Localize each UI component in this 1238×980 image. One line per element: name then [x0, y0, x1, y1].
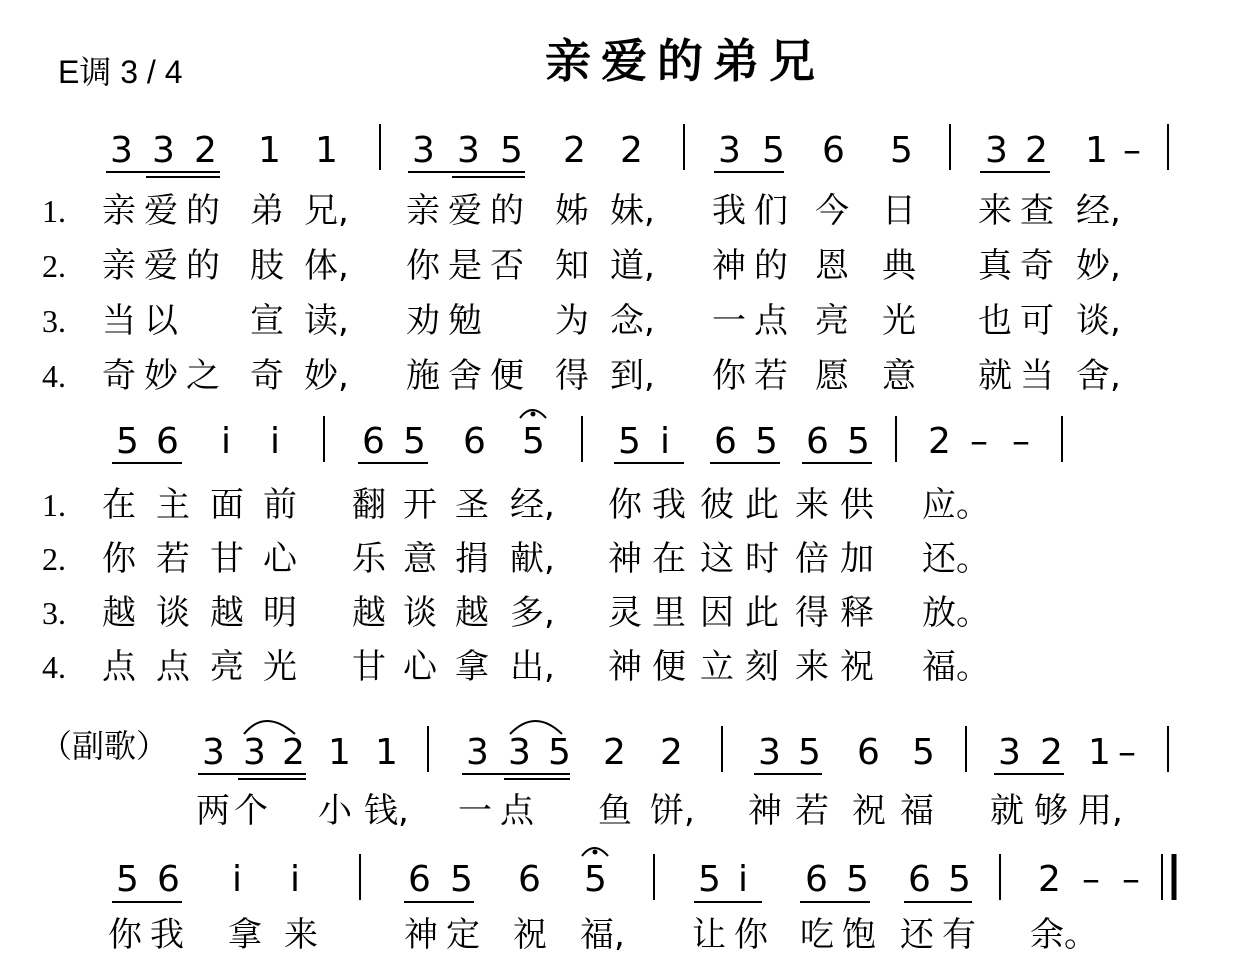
lyric: 此	[745, 485, 779, 525]
note: 3	[998, 732, 1021, 773]
lyric: 来	[978, 191, 1012, 231]
lyric: 倍	[795, 539, 829, 579]
lyric: 若	[795, 791, 829, 831]
note: 3	[718, 130, 741, 171]
note: 1	[1088, 732, 1111, 773]
lyric: 面	[210, 485, 244, 525]
lyric: 神	[404, 915, 438, 955]
lyric: 姊	[555, 191, 589, 231]
lyric: 经,	[510, 485, 555, 525]
note: 6	[408, 859, 431, 900]
lyric: 神	[712, 246, 746, 286]
lyric: 爱	[144, 246, 178, 286]
lyric: 奇	[1020, 246, 1054, 286]
lyric: 这	[700, 539, 734, 579]
lyric: 点	[102, 647, 136, 687]
lyric: 谈	[403, 593, 437, 633]
lyric: 拿	[455, 647, 489, 687]
verse-number: 2.	[42, 541, 66, 577]
note: 3	[758, 732, 781, 773]
lyric: 妙,	[1076, 246, 1121, 286]
lyric: 点	[754, 301, 788, 341]
lyric: 谈,	[1076, 301, 1121, 341]
lyric: 亲	[406, 191, 440, 231]
note: 6	[362, 421, 385, 462]
lyric: 福,	[580, 915, 625, 955]
lyric: 到,	[610, 356, 655, 396]
lyric: 加	[840, 539, 874, 579]
lyric: 你	[102, 539, 136, 579]
note: 5	[698, 859, 721, 900]
lyric: 亲	[102, 246, 136, 286]
note: 6	[806, 421, 829, 462]
lyric: 是	[448, 246, 482, 286]
lyric: 亮	[815, 301, 849, 341]
note: 1	[328, 732, 351, 773]
verse-number: 3.	[42, 303, 66, 339]
note: –	[1012, 421, 1030, 462]
lyric: 越	[210, 593, 244, 633]
note: 6	[857, 732, 880, 773]
lyric: 当	[102, 301, 136, 341]
lyric: 彼	[700, 485, 734, 525]
note: 6	[156, 421, 179, 462]
lyric: 经,	[1076, 191, 1121, 231]
lyric: 宣	[250, 301, 284, 341]
note: 2	[660, 732, 683, 773]
lyric: 光	[882, 301, 916, 341]
lyric: 祝	[840, 647, 874, 687]
note: 2	[1025, 130, 1048, 171]
lyric: 越	[455, 593, 489, 633]
note: 3	[985, 130, 1008, 171]
lyric: 祝	[513, 915, 547, 955]
note: 5	[522, 421, 545, 462]
lyric: 恩	[815, 246, 849, 286]
tie	[244, 721, 295, 734]
lyric: 愿	[815, 356, 849, 396]
tie	[510, 721, 562, 734]
note: 6	[805, 859, 828, 900]
note: –	[1123, 130, 1141, 171]
lyric: 里	[652, 593, 686, 633]
lyric: 立	[700, 647, 734, 687]
lyric: 个	[234, 791, 268, 831]
lyric: 便	[652, 647, 686, 687]
song-title: 亲爱的弟兄	[545, 34, 825, 88]
lyric: 用,	[1078, 791, 1123, 831]
lyric: 道,	[610, 246, 655, 286]
lyric: 放。	[922, 593, 990, 633]
lyric: 我	[712, 191, 746, 231]
lyric: 心	[403, 647, 437, 687]
lyric: 知	[555, 246, 589, 286]
lyric: 若	[156, 539, 190, 579]
lyric: 一	[458, 791, 492, 831]
lyric: 意	[882, 356, 916, 396]
lyric: 出,	[510, 647, 555, 687]
lyric: 够	[1034, 791, 1068, 831]
lyric: 献,	[510, 539, 555, 579]
note: 6	[908, 859, 931, 900]
note: 6	[518, 859, 541, 900]
note: i	[738, 859, 749, 900]
lyric: 当	[1020, 356, 1054, 396]
lyric: 就	[978, 356, 1012, 396]
lyric: 应。	[922, 485, 990, 525]
lyric: 甘	[210, 539, 244, 579]
lyric: 定	[446, 915, 480, 955]
note: i	[221, 421, 232, 462]
lyric: 得	[555, 356, 589, 396]
lyric: 得	[795, 593, 829, 633]
lyric: 舍,	[1076, 356, 1121, 396]
lyric: 真	[978, 246, 1012, 286]
lyric: 兄,	[304, 191, 349, 231]
note: 2	[603, 732, 626, 773]
note: –	[1122, 859, 1140, 900]
note: 5	[548, 732, 571, 773]
lyric: 们	[754, 191, 788, 231]
note: 5	[116, 421, 139, 462]
lyric: 神	[608, 539, 642, 579]
note: 5	[846, 859, 869, 900]
note: 5	[847, 421, 870, 462]
lyric: 为	[555, 301, 589, 341]
note: 1	[375, 732, 398, 773]
note: 6	[714, 421, 737, 462]
lyric: 来	[284, 915, 318, 955]
lyric: 舍	[448, 356, 482, 396]
verse-number: 1.	[42, 487, 66, 523]
lyric: 越	[352, 593, 386, 633]
note: –	[970, 421, 988, 462]
note: 2	[194, 130, 217, 171]
lyric: 在	[652, 539, 686, 579]
verse-number: 1.	[42, 193, 66, 229]
note: 5	[116, 859, 139, 900]
lyric: 我	[150, 915, 184, 955]
lyric: 亮	[210, 647, 244, 687]
lyric: 你	[608, 485, 642, 525]
lyric: 饱	[842, 915, 876, 955]
lyric: 爱	[144, 191, 178, 231]
lyric: 就	[990, 791, 1024, 831]
lyric: 点	[500, 791, 534, 831]
note: 5	[584, 859, 607, 900]
note: 1	[315, 130, 338, 171]
note: 5	[500, 130, 523, 171]
lyric: 刻	[745, 647, 779, 687]
lyric: 劝	[406, 301, 440, 341]
note: i	[660, 421, 671, 462]
lyric: 日	[882, 191, 916, 231]
note: 2	[282, 732, 305, 773]
note: 5	[403, 421, 426, 462]
lyric: 妙,	[304, 356, 349, 396]
lyric: 甘	[352, 647, 386, 687]
note: 3	[243, 732, 266, 773]
lyric: 之	[186, 356, 220, 396]
note: 1	[1085, 130, 1108, 171]
lyric: 捐	[455, 539, 489, 579]
lyric: 祝	[852, 791, 886, 831]
lyric: 来	[795, 485, 829, 525]
lyric: 有	[942, 915, 976, 955]
lyric: 若	[754, 356, 788, 396]
lyric: 一	[712, 301, 746, 341]
lyric: 鱼	[598, 791, 632, 831]
note: –	[1118, 732, 1136, 773]
lyric: 施	[406, 356, 440, 396]
lyric: 可	[1020, 301, 1054, 341]
note: 3	[466, 732, 489, 773]
note: 2	[1038, 859, 1061, 900]
lyric: 乐	[352, 539, 386, 579]
lyric: 你	[406, 246, 440, 286]
lyric: 意	[403, 539, 437, 579]
note: 5	[890, 130, 913, 171]
lyric: 奇	[250, 356, 284, 396]
verse-number: 2.	[42, 248, 66, 284]
lyric: 你	[712, 356, 746, 396]
note: 3	[202, 732, 225, 773]
lyric: 神	[748, 791, 782, 831]
note: 3	[508, 732, 531, 773]
lyric: 也	[978, 301, 1012, 341]
lyric: 还	[900, 915, 934, 955]
lyric: 查	[1020, 191, 1054, 231]
lyric: 神	[608, 647, 642, 687]
lyric: 弟	[250, 191, 284, 231]
lyric: 开	[403, 485, 437, 525]
note: 5	[618, 421, 641, 462]
note: 5	[798, 732, 821, 773]
lyric: 妹,	[610, 191, 655, 231]
lyric: 释	[840, 593, 874, 633]
note: 2	[1040, 732, 1063, 773]
lyric: 爱	[448, 191, 482, 231]
note: 5	[755, 421, 778, 462]
note: 3	[152, 130, 175, 171]
lyric: 典	[882, 246, 916, 286]
lyric: 还。	[922, 539, 990, 579]
lyric: 翻	[352, 485, 386, 525]
note: 3	[412, 130, 435, 171]
lyric: 谈	[156, 593, 190, 633]
lyric: 的	[186, 246, 220, 286]
lyric: 的	[754, 246, 788, 286]
note: i	[270, 421, 281, 462]
note: 2	[620, 130, 643, 171]
lyric: 时	[745, 539, 779, 579]
lyric: 便	[490, 356, 524, 396]
lyric: 灵	[608, 593, 642, 633]
lyric: 肢	[250, 246, 284, 286]
lyric: 体,	[304, 246, 349, 286]
lyric: 拿	[228, 915, 262, 955]
lyric: 我	[652, 485, 686, 525]
lyric: 让	[692, 915, 726, 955]
note: 6	[157, 859, 180, 900]
note: i	[232, 859, 243, 900]
note: 2	[928, 421, 951, 462]
lyric: 今	[815, 191, 849, 231]
lyric: 心	[263, 539, 297, 579]
lyric: 明	[263, 593, 297, 633]
lyric: 的	[490, 191, 524, 231]
lyric: 点	[156, 647, 190, 687]
lyric: 奇	[102, 356, 136, 396]
lyric: 勉	[448, 301, 482, 341]
verse-number: 3.	[42, 595, 66, 631]
lyric: 饼,	[650, 791, 695, 831]
note: –	[1082, 859, 1100, 900]
note: 3	[457, 130, 480, 171]
note: 1	[258, 130, 281, 171]
note: 3	[110, 130, 133, 171]
note: 5	[912, 732, 935, 773]
lyric: 以	[144, 301, 178, 341]
lyric: 福	[900, 791, 934, 831]
verse-number: 4.	[42, 358, 66, 394]
note: 6	[822, 130, 845, 171]
lyric: 因	[700, 593, 734, 633]
lyric: 福。	[922, 647, 990, 687]
lyric: 在	[102, 485, 136, 525]
lyric: 多,	[510, 593, 555, 633]
lyric: 亲	[102, 191, 136, 231]
lyric: 你	[734, 915, 768, 955]
lyric: 供	[840, 485, 874, 525]
lyric: 读,	[304, 301, 349, 341]
chorus-label: （副歌）	[40, 727, 169, 765]
lyric: 来	[795, 647, 829, 687]
fermata-dot	[593, 850, 598, 855]
lyric: 你	[108, 915, 142, 955]
note: 5	[762, 130, 785, 171]
lyric: 的	[186, 191, 220, 231]
fermata-dot	[531, 412, 536, 417]
note: i	[290, 859, 301, 900]
lyric: 吃	[800, 915, 834, 955]
note: 5	[948, 859, 971, 900]
lyric: 小	[318, 791, 352, 831]
note: 5	[450, 859, 473, 900]
lyric: 光	[263, 647, 297, 687]
lyric: 前	[263, 485, 297, 525]
lyric: 钱,	[364, 791, 409, 831]
lyric: 余。	[1030, 915, 1098, 955]
lyric: 念,	[610, 301, 655, 341]
note: 6	[463, 421, 486, 462]
lyric: 越	[102, 593, 136, 633]
verse-number: 4.	[42, 649, 66, 685]
lyric: 两	[196, 791, 230, 831]
note: 2	[563, 130, 586, 171]
lyric: 此	[745, 593, 779, 633]
lyric: 否	[490, 246, 524, 286]
lyric: 圣	[455, 485, 489, 525]
lyric: 主	[156, 485, 190, 525]
key-signature: E调 3 / 4	[58, 54, 183, 90]
lyric: 妙	[144, 356, 178, 396]
